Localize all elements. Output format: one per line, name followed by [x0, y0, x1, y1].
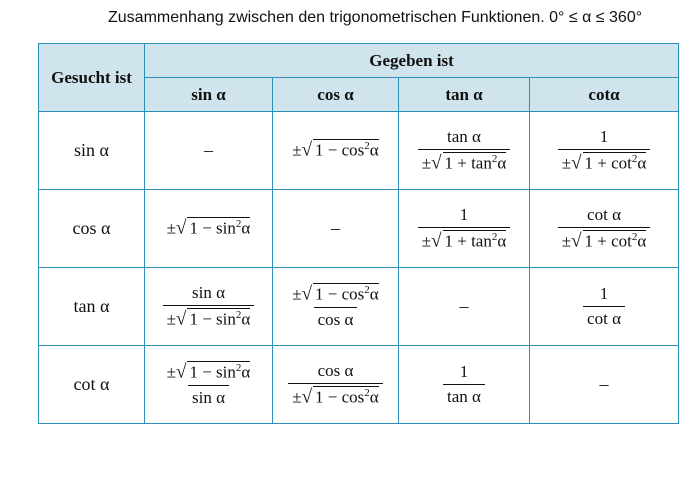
radicand [187, 308, 250, 329]
row-header-cos: cos α [39, 190, 145, 268]
fraction [558, 127, 651, 175]
col-header-cos: cos α [273, 78, 399, 112]
numerator-text: cos α [317, 360, 354, 380]
numerator [583, 205, 625, 227]
trig-relations-table [38, 43, 679, 424]
plus-minus-sign: ± [561, 153, 572, 173]
cell-sin-from-cos [273, 112, 399, 190]
cell-sin-from-sin [145, 112, 273, 190]
root-expression [167, 361, 251, 384]
table-caption: Zusammenhang zwischen den trigonometrischen Funktionen. 0° ≤ α ≤ 360° [108, 9, 643, 26]
radicand-text: 1 + cot [584, 231, 632, 251]
plus-minus-sign: ± [166, 362, 177, 382]
root-expression [562, 230, 647, 253]
denominator [188, 385, 229, 408]
radicand [187, 217, 250, 238]
radicand-angle: α [497, 231, 507, 251]
row-header-tan: tan α [39, 268, 145, 346]
plus-minus-sign: ± [561, 231, 572, 251]
denominator-text: tan α [447, 387, 481, 406]
denominator [288, 383, 382, 409]
radicand-text: 1 + cot [584, 153, 632, 173]
col-header-cot: cotα [530, 78, 679, 112]
cell-cos-from-cos [273, 190, 399, 268]
square-root-sign: √ [176, 217, 187, 239]
radicand-text: 1 − cos [315, 140, 365, 160]
exponent: 2 [631, 230, 638, 243]
dash-placeholder: – [599, 374, 609, 394]
numerator-text: cot α [587, 204, 621, 224]
table-row [39, 112, 679, 190]
numerator [456, 362, 473, 384]
fraction [443, 362, 485, 407]
cell-tan-from-cos [273, 268, 399, 346]
table-row [39, 268, 679, 346]
denominator [314, 307, 358, 330]
radicand-angle: α [369, 387, 379, 407]
denominator [443, 384, 485, 407]
header-sought: Gesucht ist [39, 44, 145, 112]
denominator-text: cos α [317, 310, 354, 330]
numerator-text: 1 [599, 284, 609, 303]
plus-minus-sign: ± [166, 218, 177, 238]
exponent: 2 [364, 140, 370, 153]
plus-minus-sign: ± [166, 309, 177, 329]
square-root-sign: √ [571, 152, 582, 174]
denominator [583, 306, 625, 329]
dash-placeholder: – [459, 296, 469, 316]
plus-minus-sign: ± [421, 231, 432, 251]
fraction [288, 283, 382, 331]
radicand [313, 283, 379, 304]
root-expression [422, 230, 507, 253]
exponent: 2 [364, 386, 370, 399]
radicand-text: 1 − sin [189, 362, 236, 382]
numerator-text: 1 [459, 362, 469, 381]
denominator [558, 227, 651, 253]
radicand-text: 1 + tan [444, 231, 492, 251]
root-expression [422, 152, 507, 175]
radicand-text: 1 − cos [315, 284, 365, 304]
numerator-text: 1 [459, 204, 469, 224]
row-header-cot: cot α [39, 346, 145, 424]
row-header-sin: sin α [39, 112, 145, 190]
radicand-text: 1 − cos [315, 387, 365, 407]
col-header-sin: sin α [145, 78, 273, 112]
numerator-text: tan α [447, 126, 481, 146]
cell-sin-from-tan [399, 112, 530, 190]
cell-cos-from-tan [399, 190, 530, 268]
square-root-sign: √ [571, 230, 582, 252]
square-root-sign: √ [301, 139, 313, 161]
fraction [163, 283, 255, 331]
exponent: 2 [364, 283, 370, 296]
cell-cot-from-tan [399, 346, 530, 424]
exponent: 2 [631, 152, 638, 165]
col-header-tan: tan α [399, 78, 530, 112]
radicand [313, 139, 379, 160]
radicand-angle: α [497, 153, 507, 173]
root-expression [292, 283, 378, 306]
header-given: Gegeben ist [145, 44, 679, 78]
square-root-sign: √ [176, 308, 187, 330]
radicand [443, 152, 507, 173]
radicand-angle: α [369, 284, 379, 304]
root-expression [562, 152, 647, 175]
exponent: 2 [235, 308, 242, 321]
fraction [583, 284, 625, 329]
square-root-sign: √ [431, 152, 442, 174]
plus-minus-sign: ± [292, 284, 302, 304]
radicand-angle: α [637, 231, 647, 251]
denominator-text: cot α [587, 309, 621, 328]
table-row [39, 346, 679, 424]
numerator [456, 205, 473, 227]
numerator [288, 283, 382, 308]
radicand-text: 1 + tan [444, 153, 492, 173]
exponent: 2 [491, 230, 498, 243]
square-root-sign: √ [431, 230, 442, 252]
plus-minus-sign: ± [421, 153, 432, 173]
square-root-sign: √ [301, 386, 313, 408]
cell-cos-from-cot [530, 190, 679, 268]
numerator [188, 283, 229, 305]
cell-tan-from-tan [399, 268, 530, 346]
radicand-text: 1 − sin [189, 309, 236, 329]
radicand-angle: α [241, 309, 251, 329]
numerator [443, 127, 485, 149]
fraction [418, 127, 511, 175]
numerator-text: sin α [191, 282, 225, 302]
radicand [187, 361, 250, 382]
radicand-text: 1 − sin [189, 218, 236, 238]
exponent: 2 [491, 152, 498, 165]
plus-minus-sign: ± [292, 140, 302, 160]
exponent: 2 [235, 361, 242, 374]
root-expression [292, 386, 378, 409]
dash-placeholder: – [331, 218, 340, 238]
square-root-sign: √ [301, 283, 313, 305]
radicand-angle: α [241, 362, 251, 382]
cell-cot-from-cos [273, 346, 399, 424]
square-root-sign: √ [176, 361, 187, 383]
fraction [418, 205, 511, 253]
table-row [39, 190, 679, 268]
radicand [583, 152, 647, 173]
root-expression [167, 217, 251, 240]
denominator [163, 305, 255, 331]
numerator [596, 127, 613, 149]
root-expression [292, 139, 378, 162]
fraction [163, 361, 255, 409]
numerator [596, 284, 613, 306]
radicand [313, 386, 379, 407]
denominator [558, 149, 651, 175]
cell-cos-from-sin [145, 190, 273, 268]
denominator [418, 227, 511, 253]
denominator-text: sin α [191, 388, 225, 408]
dash-placeholder: – [204, 140, 213, 160]
numerator [163, 361, 255, 386]
radicand-angle: α [241, 218, 251, 238]
denominator [418, 149, 511, 175]
radicand-angle: α [637, 153, 647, 173]
trig-table-container [38, 43, 680, 435]
numerator [314, 361, 358, 383]
cell-cot-from-sin [145, 346, 273, 424]
radicand [583, 230, 647, 251]
cell-tan-from-cot [530, 268, 679, 346]
radicand [443, 230, 507, 251]
fraction [558, 205, 651, 253]
numerator-text: 1 [599, 126, 609, 146]
exponent: 2 [235, 218, 242, 231]
radicand-angle: α [369, 140, 379, 160]
cell-cot-from-cot [530, 346, 679, 424]
fraction [288, 361, 382, 409]
root-expression [167, 308, 251, 331]
cell-tan-from-sin [145, 268, 273, 346]
cell-sin-from-cot [530, 112, 679, 190]
plus-minus-sign: ± [292, 387, 302, 407]
